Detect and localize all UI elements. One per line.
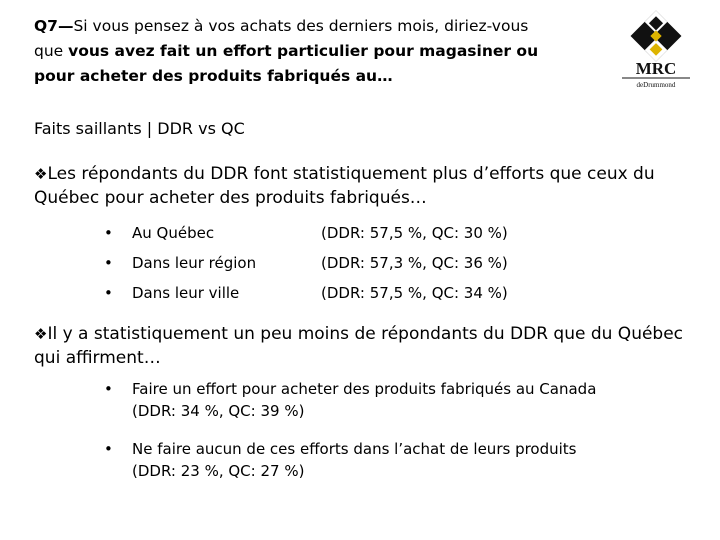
bullet-icon: •	[104, 224, 113, 242]
list-item-value: (DDR: 57,5 %, QC: 30 %)	[321, 224, 508, 242]
list-item-label: Dans leur région	[132, 254, 257, 272]
diamond-bullet-icon: ❖	[34, 165, 48, 183]
list-item	[104, 248, 508, 278]
finding-paragraph-1	[34, 162, 694, 210]
list-item-value: (DDR: 57,5 %, QC: 34 %)	[321, 284, 508, 302]
logo-sub-text: deDrummond	[636, 81, 676, 89]
bullet-icon: •	[104, 440, 113, 458]
question-text-bold: vous avez fait un effort particulier pour magasiner ou pour acheter des produits fabriqués au…	[34, 42, 539, 85]
list-item	[104, 278, 508, 308]
bullet-icon: •	[104, 254, 113, 272]
list-item	[104, 438, 684, 482]
bullet-icon: •	[104, 284, 113, 302]
question-title	[34, 14, 554, 89]
list-item-label: Au Québec	[132, 224, 215, 242]
diamond-bullet-icon: ❖	[34, 325, 48, 343]
finding-paragraph-2	[34, 322, 694, 370]
logo-brand-text: MRC	[635, 59, 677, 78]
list-item	[104, 378, 684, 422]
list-item-text: Ne faire aucun de ces efforts dans l’achat de leurs produits	[132, 440, 577, 458]
mrc-logo	[616, 8, 696, 92]
list-item	[104, 218, 508, 248]
list-item-value: (DDR: 23 %, QC: 27 %)	[132, 462, 305, 480]
question-text-plain: Si vous pensez à vos achats des derniers mois, diriez-vous que	[34, 17, 529, 60]
question-number: Q7—	[34, 17, 74, 35]
list-item-label: Dans leur ville	[132, 284, 240, 302]
bullet-list-1	[104, 218, 508, 308]
finding-text-2: Il y a statistiquement un peu moins de répondants du DDR que du Québec qui affirment…	[34, 324, 684, 368]
list-item-text: Faire un effort pour acheter des produits fabriqués au Canada	[132, 380, 597, 398]
list-item-value: (DDR: 34 %, QC: 39 %)	[132, 402, 305, 420]
list-item-value: (DDR: 57,3 %, QC: 36 %)	[321, 254, 508, 272]
mrc-logo-graphic	[616, 8, 696, 92]
section-heading: Faits saillants | DDR vs QC	[34, 119, 245, 138]
finding-text-1: Les répondants du DDR font statistiquement plus d’efforts que ceux du Québec pour acheter des produits fabriqués…	[34, 164, 655, 208]
bullet-icon: •	[104, 380, 113, 398]
